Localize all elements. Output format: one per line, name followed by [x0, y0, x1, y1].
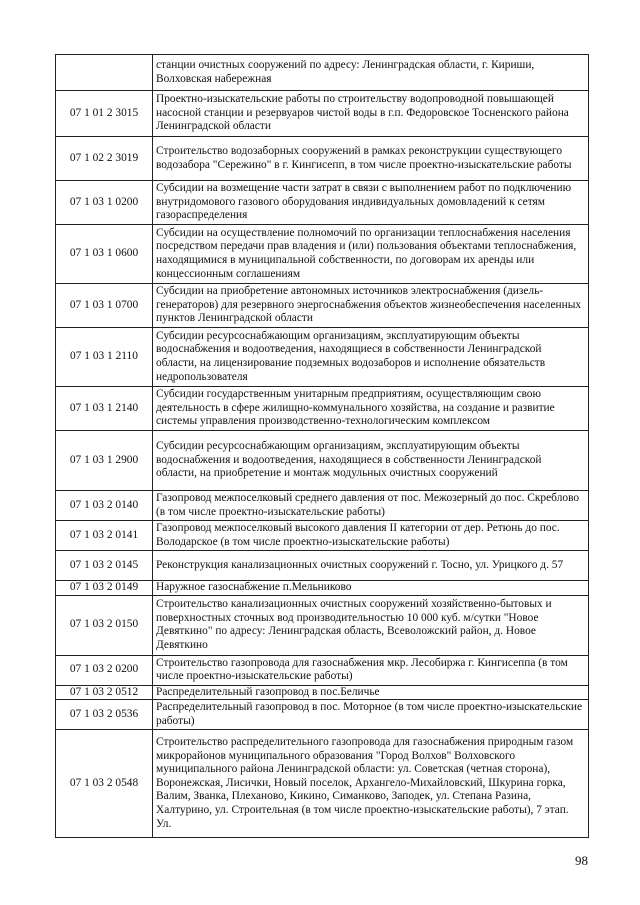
description-cell: Строительство водозаборных сооружений в рамках реконструкции существующего водозабора "Сережино" в г. Кингисепп, в том числе проектно-изыскательские работы [153, 137, 589, 181]
description-cell: Наружное газоснабжение п.Мельниково [153, 581, 589, 596]
table-row [56, 91, 589, 137]
table-row [56, 491, 589, 521]
description-cell: Строительство газопровода для газоснабжения мкр. Лесобиржа г. Кингисеппа (в том числе проектно-изыскательские работы) [153, 655, 589, 685]
table-row [56, 284, 589, 328]
description-cell: Субсидии ресурсоснабжающим организациям, эксплуатирующим объекты водоснабжения и водоотведения, находящиеся в собственности Ленинградской области, на приобретение и монтаж модульных очистных сооружений [153, 431, 589, 491]
code-cell: 07 1 03 2 0150 [56, 595, 153, 655]
description-cell: Субсидии на приобретение автономных источников электроснабжения (дизель-генераторов) для резервного энергоснабжения объектов жизнеобеспечения населенных пунктов Ленинградской области [153, 284, 589, 328]
table-row [56, 581, 589, 596]
table-row [56, 521, 589, 551]
description-cell: Субсидии ресурсоснабжающим организациям, эксплуатирующим объекты водоснабжения и водоотведения, находящиеся в собственности Ленинградской области, на лицензирование подземных водозаборов и исполнение обязательств недропользователя [153, 328, 589, 387]
code-cell: 07 1 02 2 3019 [56, 137, 153, 181]
description-cell: Субсидии государственным унитарным предприятиям, осуществляющим свою деятельность в сфере жилищно-коммунального хозяйства, на создание и развитие системы управления производственно-технологическим комплексом [153, 387, 589, 431]
table-row [56, 387, 589, 431]
description-cell: Проектно-изыскательские работы по строительству водопроводной повышающей насосной станции и резервуаров чистой воды в г.п. Федоровское Тосненского района Ленинградской области [153, 91, 589, 137]
description-cell: Субсидии на осуществление полномочий по организации теплоснабжения населения посредством передачи прав владения и (или) пользования объектами теплоснабжения, находящимися в муниципальной собственности, по договорам их аренды или концессионным соглашениям [153, 225, 589, 284]
code-cell: 07 1 03 2 0140 [56, 491, 153, 521]
budget-classification-table [55, 54, 589, 838]
code-cell: 07 1 03 2 0149 [56, 581, 153, 596]
code-cell: 07 1 03 1 2140 [56, 387, 153, 431]
code-cell: 07 1 03 2 0141 [56, 521, 153, 551]
code-cell: 07 1 03 1 2900 [56, 431, 153, 491]
description-cell: Распределительный газопровод в пос. Моторное (в том числе проектно-изыскательские работы) [153, 700, 589, 730]
code-cell: 07 1 03 2 0512 [56, 685, 153, 700]
table-row [56, 431, 589, 491]
code-cell: 07 1 03 2 0200 [56, 655, 153, 685]
table-row [56, 225, 589, 284]
code-cell: 07 1 03 1 0700 [56, 284, 153, 328]
description-cell: Газопровод межпоселковый высокого давления II категории от дер. Ретюнь до пос. Володарское (в том числе проектно-изыскательские работы) [153, 521, 589, 551]
description-cell: Субсидии на возмещение части затрат в связи с выполнением работ по подключению внутридомового газового оборудования индивидуальных домовладений к сетям газораспределения [153, 181, 589, 225]
description-cell: Строительство распределительного газопровода для газоснабжения природным газом микрорайонов муниципального образования "Город Волхов" Волховского муниципального района Ленинградской области: ул. Советская (четная сторона), Воронежская, Лисички, Новый поселок, Архангело-Михайловский, Шкурина горка, Валим, Званка, Плеханово, Кикино, Симанково, Заподек, ул. Степана Разина, Халтурино, ул. Строительная (в том числе проектно-изыскательские работы), 7 этап. Ул. [153, 730, 589, 838]
description-cell: Строительство канализационных очистных сооружений хозяйственно-бытовых и поверхностных сточных вод производительностью 10 000 куб. м/сутки "Новое Девяткино" по адресу: Ленинградская область, Всеволожский район, д. Новое Девяткино [153, 595, 589, 655]
table-row [56, 328, 589, 387]
code-cell: 07 1 03 2 0145 [56, 551, 153, 581]
code-cell: 07 1 03 1 0200 [56, 181, 153, 225]
code-cell: 07 1 03 2 0536 [56, 700, 153, 730]
code-cell [56, 55, 153, 91]
table-row [56, 730, 589, 838]
table-row [56, 700, 589, 730]
description-cell: Реконструкция канализационных очистных сооружений г. Тосно, ул. Урицкого д. 57 [153, 551, 589, 581]
code-cell: 07 1 03 1 2110 [56, 328, 153, 387]
table-row [56, 137, 589, 181]
description-cell: Газопровод межпоселковый среднего давления от пос. Межозерный до пос. Скреблово (в том числе проектно-изыскательские работы) [153, 491, 589, 521]
description-cell: Распределительный газопровод в пос.Беличье [153, 685, 589, 700]
code-cell: 07 1 03 2 0548 [56, 730, 153, 838]
table-row [56, 551, 589, 581]
table-row [56, 655, 589, 685]
table-row [56, 181, 589, 225]
page-number: 98 [575, 853, 588, 868]
code-cell: 07 1 03 1 0600 [56, 225, 153, 284]
description-cell: станции очистных сооружений по адресу: Ленинградская области, г. Кириши, Волховская набережная [153, 55, 589, 91]
table-row [56, 685, 589, 700]
table-row [56, 55, 589, 91]
table-row [56, 595, 589, 655]
code-cell: 07 1 01 2 3015 [56, 91, 153, 137]
